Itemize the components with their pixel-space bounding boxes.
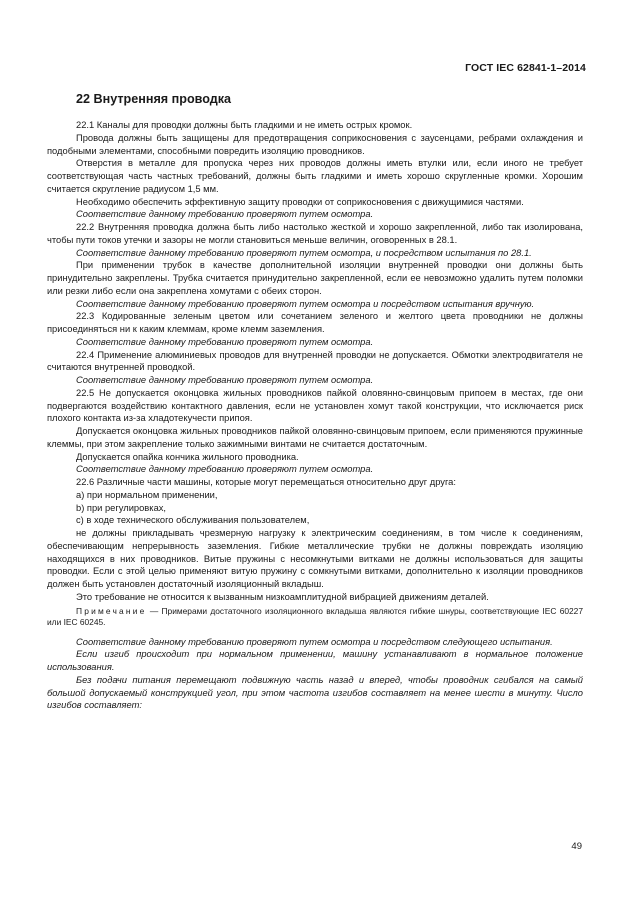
paragraph: 22.4 Применение алюминиевых проводов для внутренней проводки не допускается. Обмотки электродвигателя не считаются внутренней проводкой.: [47, 349, 583, 373]
compliance-statement: Соответствие данному требованию проверяют путем осмотра.: [76, 375, 374, 385]
standard-header: ГОСТ IEC 62841-1–2014: [465, 62, 586, 74]
section-title: 22 Внутренняя проводка: [76, 92, 232, 106]
paragraph: Провода должны быть защищены для предотвращения соприкосновения с заусенцами, ребрами охлаждения и подобными элементами, способными повредить изоляцию проводников.: [47, 132, 583, 156]
paragraph: 22.2 Внутренняя проводка должна быть либо настолько жесткой и хорошо закрепленной, либо так изолирована, чтобы пути токов утечки и зазоры не могли становиться меньше величин, оговоренных в 28.1.: [47, 222, 583, 245]
list-item: b) при регулировках,: [76, 502, 167, 513]
list-item: c) в ходе технического обслуживания пользователем,: [76, 515, 310, 526]
note-label: Примечание: [76, 605, 147, 616]
list-item: а) при нормальном применении,: [76, 489, 218, 500]
paragraph: Отверстия в металле для пропуска через них проводов должны иметь втулки или, если иного не требует соответствующая часть частных требований, должны быть гладкими и иметь хорошо скругленные кромки. Хорошим считается скругление радиусом 1,5 мм.: [47, 158, 583, 194]
note-text: — Примерами достаточного изоляционного вкладыша являются гибкие шнуры, соответствующие IEC 60227 или IEC 60245.: [47, 605, 583, 627]
paragraph: Допускается оконцовка жильных проводников пайкой оловянно-свинцовым припоем, если применяются пружинные клеммы, при этом закрепление только зажимными винтами не считается достаточным.: [47, 426, 583, 449]
compliance-statement: Соответствие данному требованию проверяют путем осмотра.: [76, 336, 374, 347]
paragraph: 22.1 Каналы для проводки должны быть гладкими и не иметь острых кромок.: [76, 120, 413, 130]
paragraph: Допускается опайка кончика жильного проводника.: [76, 451, 299, 462]
paragraph: При применении трубок в качестве дополнительной изоляции внутренней проводки они должны быть принудительно закреплены. Трубка считается принудительно закрепленной, если ее невозможно удалить путем поломки или резки либо если она закреплена хомутами с обеих сторон.: [47, 260, 583, 296]
compliance-statement: Соответствие данному требованию проверяют путем осмотра и посредством следующего испытания.: [76, 636, 553, 647]
compliance-statement: Соответствие данному требованию проверяют путем осмотра и посредством испытания вручную.: [76, 298, 535, 309]
paragraph: 22.5 Не допускается оконцовка жильных проводников пайкой оловянно-свинцовым припоем в местах, где они подвергаются воздействию контактного давления, если не установлен хомут такой конструкции, что исключается риск плохого контакта из-за хладотекучести припоя.: [47, 387, 583, 424]
paragraph: 22.6 Различные части машины, которые могут перемещаться относительно друг друга:: [76, 477, 456, 487]
page-number: 49: [571, 841, 582, 852]
compliance-statement: Соответствие данному требованию проверяют путем осмотра.: [76, 464, 374, 475]
compliance-statement: Соответствие данному требованию проверяют путем осмотра.: [76, 209, 374, 220]
compliance-statement: Соответствие данному требованию проверяют путем осмотра, и посредством испытания по 28.1.: [76, 247, 532, 258]
test-procedure: Без подачи питания перемещают подвижную часть назад и вперед, чтобы проводник сгибался на самый большой допускаемый конструкцией угол, при этом частота изгибов составляет на менее шести в минуту. Число изгибов составляет:: [47, 674, 583, 711]
paragraph: Это требование не относится к вызванным низкоамплитудной вибрацией движениям деталей.: [76, 591, 489, 602]
note: [47, 606, 583, 629]
paragraph: не должны прикладывать чрезмерную нагрузку к электрическим соединениям, в том числе к соединениям, обеспечивающим непрерывность заземления. Гибкие металлические трубки не должны повреждать изоляцию находящихся в них проводников. Витые пружины с несомкнутыми витками не должны использоваться для защиты проводки. Если с этой целью применяют витую пружину с сомкнутыми витками, дополнительно к изоляции проводников должен быть установлен достаточный изоляционный вкладыш.: [47, 528, 583, 589]
paragraph: Необходимо обеспечить эффективную защиту проводки от соприкосновения с движущимися частями.: [76, 196, 524, 207]
section-body: [47, 119, 583, 712]
paragraph: 22.3 Кодированные зеленым цветом или сочетанием зеленого и желтого цвета проводники не должны присоединяться ни к каким клеммам, кроме клемм заземления.: [47, 311, 583, 334]
test-procedure: Если изгиб происходит при нормальном применении, машину устанавливают в нормальное положение использования.: [47, 649, 583, 672]
